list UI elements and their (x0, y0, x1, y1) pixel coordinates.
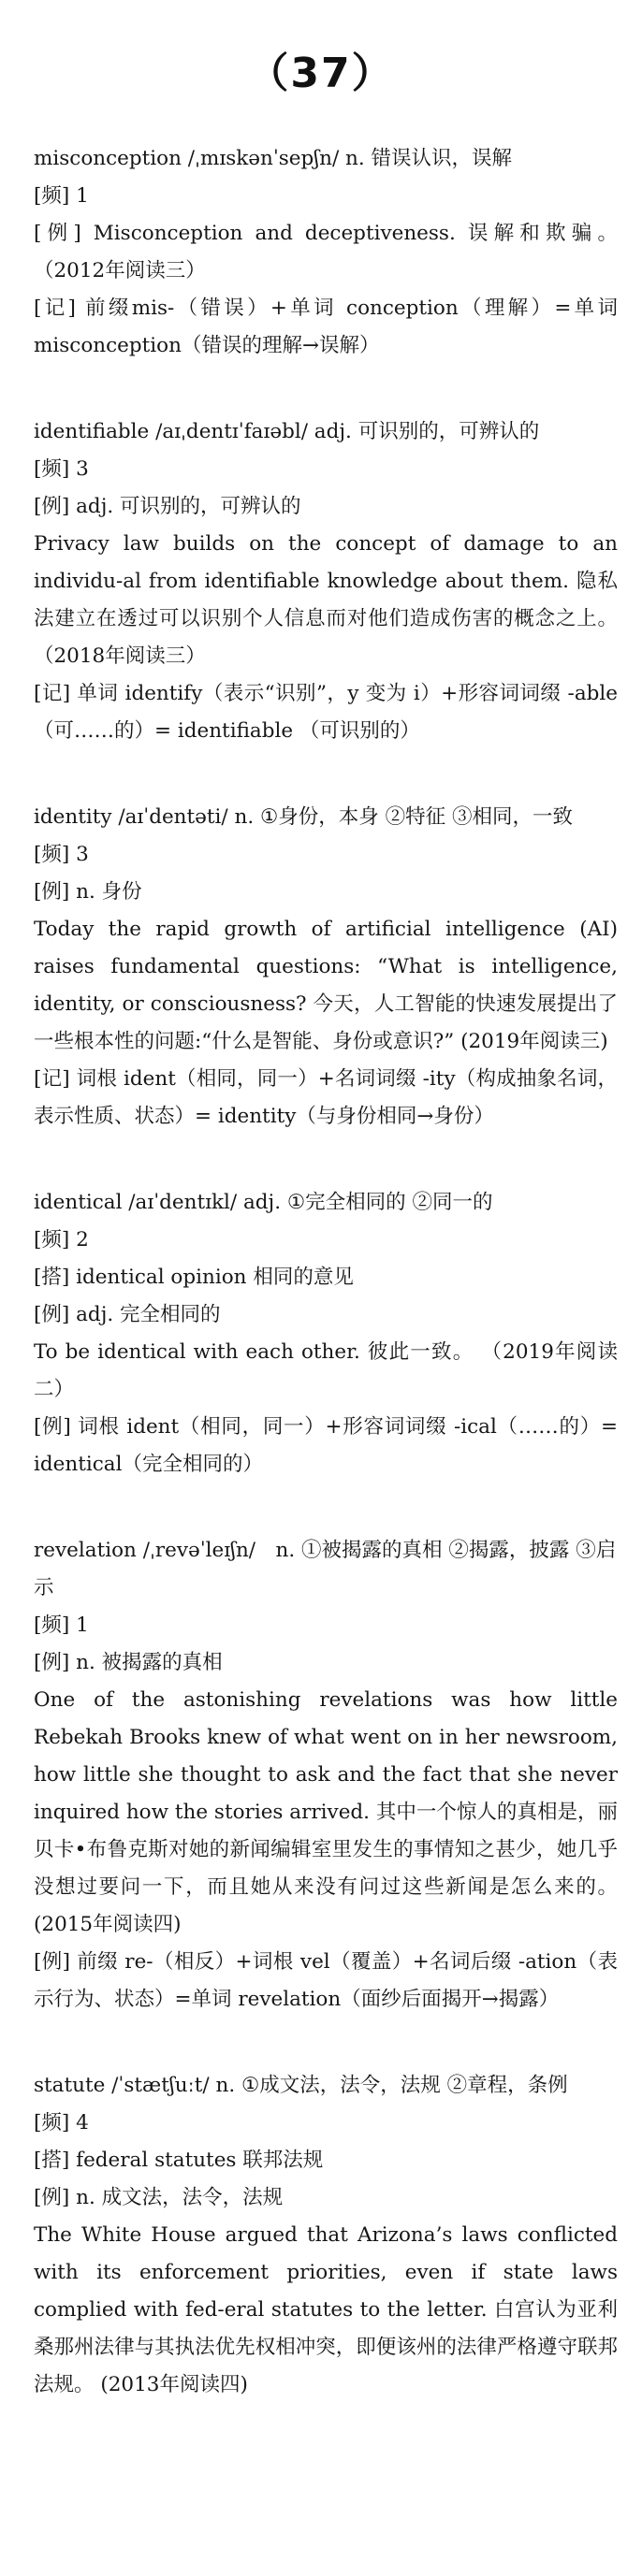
entry-line: To be identical with each other. 彼此一致。 （2019年阅读二） (34, 1340, 618, 1401)
vocabulary-entry (34, 2067, 618, 2404)
entry-line: The White House argued that Arizona’s laws conflicted with its enforcement priorities, even if state laws complied with fed-eral statutes to the letter. 白宫认为亚利桑那州法律与其执法优先权相冲突，即便该州的法律严格遵守联邦法规。 (2013年阅读四) (34, 2223, 618, 2396)
entry-line: [频] 1 (34, 1614, 89, 1637)
entry-line: One of the astonishing revelations was how little Rebekah Brooks knew of what went on in her newsroom, how little she thought to ask and the fact that she never inquired how the stories arrived. 其中一个惊人的真相是，丽贝卡•布鲁克斯对她的新闻编辑室里发生的事情知之甚少，她几乎没想过要问一下，而且她从来没有问过这些新闻是怎么来的。 (2015年阅读四) (34, 1688, 618, 1936)
entry-line: [记] 单词 identify（表示“识别”，y 变为 i）+形容词词缀 -able（可……的）= identifiable （可识别的） (34, 682, 618, 743)
entry-headword: identifiable /aɪˌdentɪˈfaɪəbl/ adj. 可识别的，可辨认的 (34, 420, 540, 443)
vocabulary-entry (34, 140, 618, 365)
entry-line: [例] Misconception and deceptiveness. 误解和欺骗。 （2012年阅读三） (34, 222, 618, 282)
entry-line: [频] 3 (34, 843, 89, 866)
vocabulary-entry (34, 1532, 618, 2019)
entry-line: [记] 前缀mis-（错误）+单词 conception（理解）=单词 misconception（错误的理解→误解） (34, 297, 618, 357)
entry-line: [例] 前缀 re-（相反）+词根 vel（覆盖）+名词后缀 -ation（表示行为、状态）=单词 revelation（面纱后面揭开→揭露） (34, 1950, 618, 2011)
entry-line: [搭] federal statutes 联邦法规 (34, 2149, 324, 2172)
vocabulary-entries (34, 140, 618, 2453)
entry-line: [例] n. 被揭露的真相 (34, 1651, 223, 1674)
entry-line: [例] 词根 ident（相同，同一）+形容词词缀 -ical（……的）= identical（完全相同的） (34, 1415, 618, 1476)
entry-headword: identical /aɪˈdentɪkl/ adj. ①完全相同的 ②同一的 (34, 1191, 493, 1214)
entry-headword: statute /ˈstætʃuːt/ n. ①成文法，法令，法规 ②章程，条例 (34, 2074, 568, 2097)
entry-headword: revelation /ˌrevəˈleɪʃn/ n. ①被揭露的真相 ②揭露，披露 ③启示 (34, 1539, 617, 1599)
entry-line: [频] 2 (34, 1228, 89, 1252)
entry-line: [例] n. 身份 (34, 880, 142, 904)
vocabulary-entry (34, 1184, 618, 1483)
entry-line: [搭] identical opinion 相同的意见 (34, 1266, 354, 1289)
vocabulary-entry (34, 413, 618, 750)
page-number: （37） (247, 50, 395, 97)
entry-line: [频] 1 (34, 184, 89, 208)
entry-line: [记] 词根 ident（相同，同一）+名词词缀 -ity（构成抽象名词，表示性质、状态）= identity（与身份相同→身份） (34, 1067, 618, 1128)
entry-line: [例] adj. 完全相同的 (34, 1303, 221, 1326)
entry-line: [频] 3 (34, 457, 89, 481)
entry-line: [例] n. 成文法，法令，法规 (34, 2186, 284, 2209)
entry-line: [频] 4 (34, 2111, 89, 2135)
entry-line: [例] adj. 可识别的，可辨认的 (34, 495, 301, 518)
entry-line: Today the rapid growth of artificial intelligence (AI) raises fundamental questions: “What is intelligence, identity, or consciousness? 今天，人工智能的快速发展提出了一些根本性的问题:“什么是智能、身份或意识?” (2019年阅读三) (34, 918, 618, 1053)
entry-line: Privacy law builds on the concept of damage to an individu-al from identifiable knowledge about them. 隐私法建立在透过可以识别个人信息而对他们造成伤害的概念之上。（2018年阅读三） (34, 532, 618, 668)
entry-headword: misconception /ˌmɪskənˈsepʃn/ n. 错误认识，误解 (34, 147, 513, 170)
vocabulary-entry (34, 799, 618, 1136)
entry-headword: identity /aɪˈdentəti/ n. ①身份，本身 ②特征 ③相同，一致 (34, 805, 573, 829)
